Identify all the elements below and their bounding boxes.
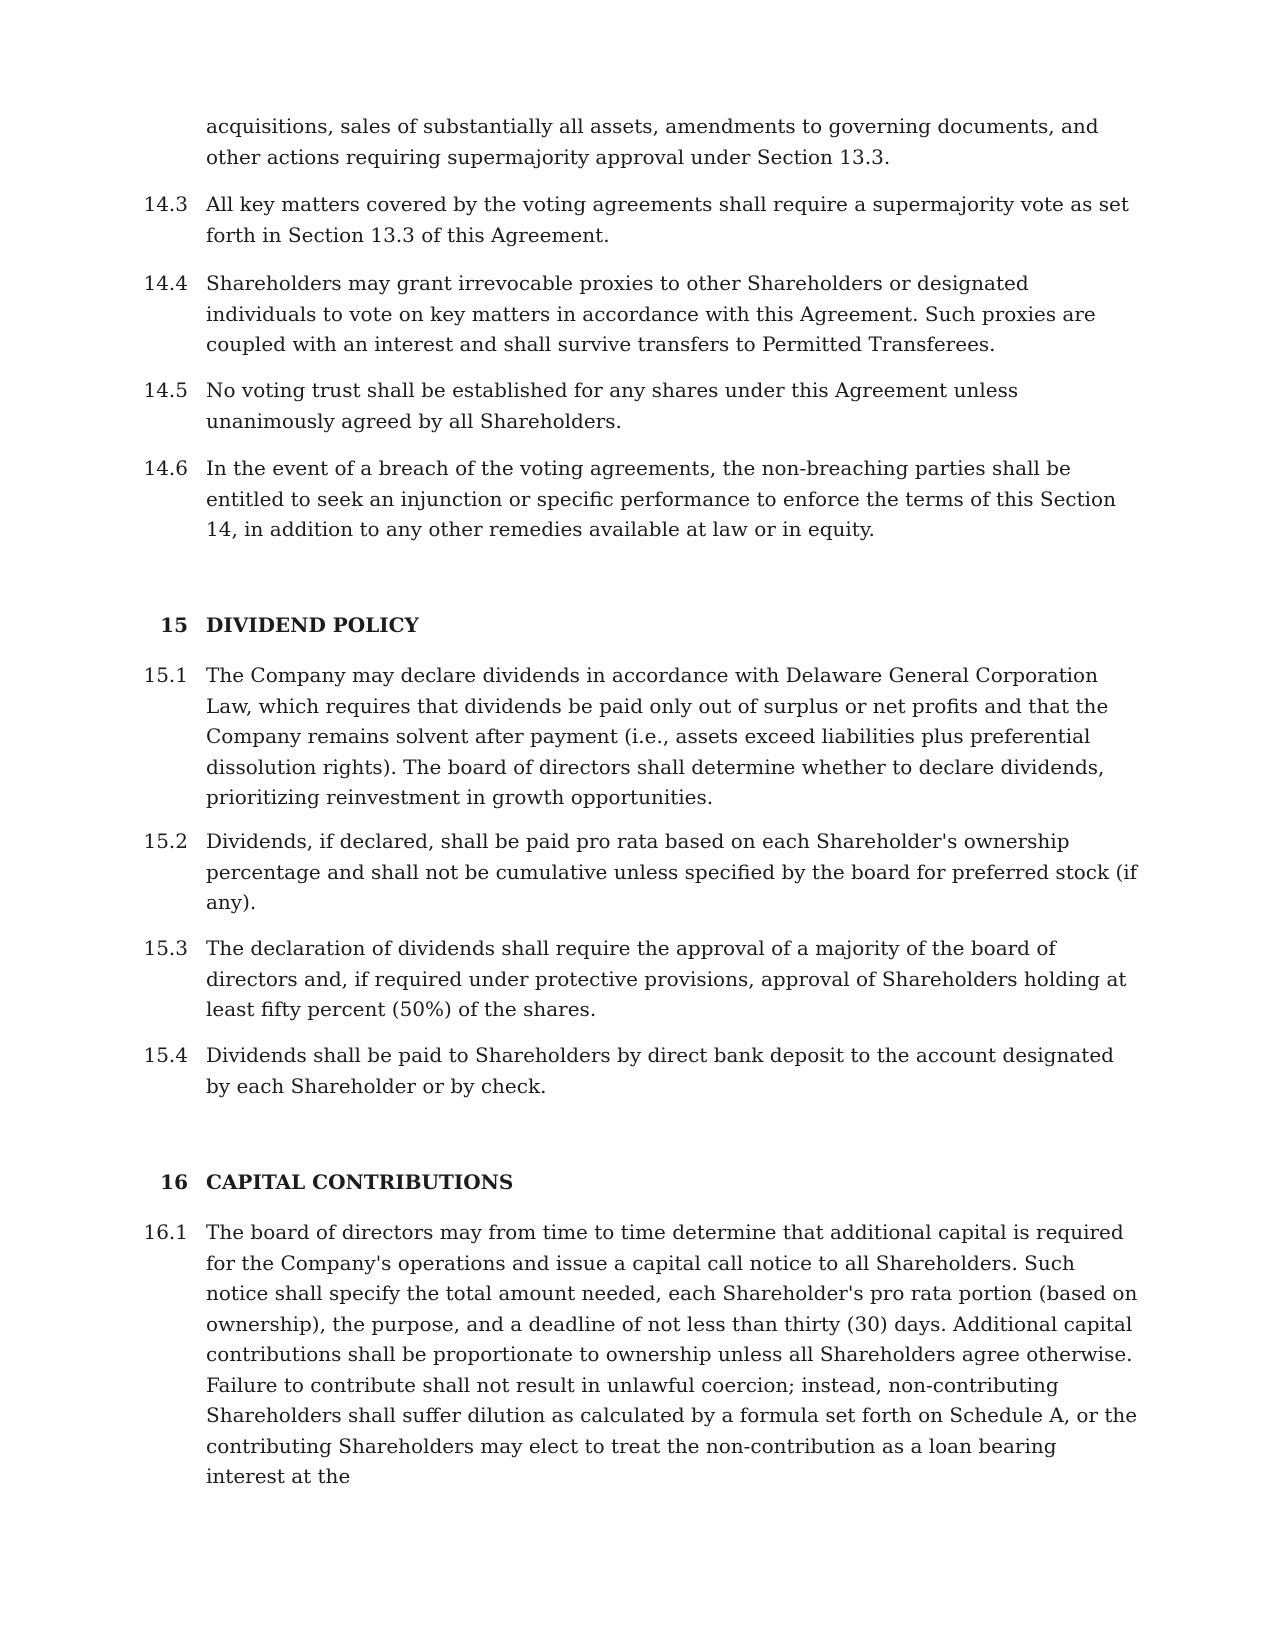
- clause-text: All key matters covered by the voting agreements shall require a supermajority vote as set forth in Section 13.3 of this Agreement.: [206, 192, 1129, 247]
- clause-number: 14.6: [143, 456, 188, 480]
- clause-text: In the event of a breach of the voting agreements, the non-breaching parties shall be entitled to seek an injunction or specific performance to enforce the terms of this Section 14, in addition to any other remedies available at law or in equity.: [206, 456, 1116, 541]
- clause-text: acquisitions, sales of substantially all assets, amendments to governing documents, and other actions requiring supermajority approval under Section 13.3.: [206, 114, 1099, 169]
- clause-number: 16.1: [143, 1220, 188, 1244]
- section-number: 16: [160, 1170, 188, 1194]
- clause-text: Dividends shall be paid to Shareholders by direct bank deposit to the account designated by each Shareholder or by check.: [206, 1043, 1114, 1098]
- clause-number: 14.5: [143, 378, 188, 402]
- section-number: 15: [160, 613, 188, 637]
- clause-number: 14.4: [143, 271, 188, 295]
- clause-text: Dividends, if declared, shall be paid pro rata based on each Shareholder's ownership percentage and shall not be cumulative unless specified by the board for preferred stock (if any).: [206, 829, 1138, 914]
- clause-number: 15.4: [143, 1043, 188, 1067]
- section-title: DIVIDEND POLICY: [206, 613, 419, 637]
- clause-text: Shareholders may grant irrevocable proxies to other Shareholders or designated individuals to vote on key matters in accordance with this Agreement. Such proxies are coupled with an interest and shall survive transfers to Permitted Transferees.: [206, 271, 1096, 356]
- clause-number: 14.3: [143, 192, 188, 216]
- clause-text: The board of directors may from time to time determine that additional capital is required for the Company's operations and issue a capital call notice to all Shareholders. Such notice shall specify the total amount needed, each Shareholder's pro rata portion (based on ownership), the purpose, and a deadline of not less than thirty (30) days. Additional capital contributions shall be proportionate to ownership unless all Shareholders agree otherwise. Failure to contribute shall not result in unlawful coercion; instead, non-contributing Shareholders shall suffer dilution as calculated by a formula set forth on Schedule A, or the contributing Shareholders may elect to treat the non-contribution as a loan bearing interest at the: [206, 1220, 1138, 1488]
- section-title: CAPITAL CONTRIBUTIONS: [206, 1170, 514, 1194]
- clause-text: No voting trust shall be established for any shares under this Agreement unless unanimously agreed by all Shareholders.: [206, 378, 1019, 433]
- clause-text: The Company may declare dividends in accordance with Delaware General Corporation Law, which requires that dividends be paid only out of surplus or net profits and that the Company remains solvent after payment (i.e., assets exceed liabilities plus preferential dissolution rights). The board of directors shall determine whether to declare dividends, prioritizing reinvestment in growth opportunities.: [206, 663, 1109, 809]
- clause-text: The declaration of dividends shall require the approval of a majority of the board of directors and, if required under protective provisions, approval of Shareholders holding at least fifty percent (50%) of the shares.: [206, 936, 1127, 1021]
- clause-number: 15.3: [143, 936, 188, 960]
- clause-number: 15.2: [143, 829, 188, 853]
- clause-number: 15.1: [143, 663, 188, 687]
